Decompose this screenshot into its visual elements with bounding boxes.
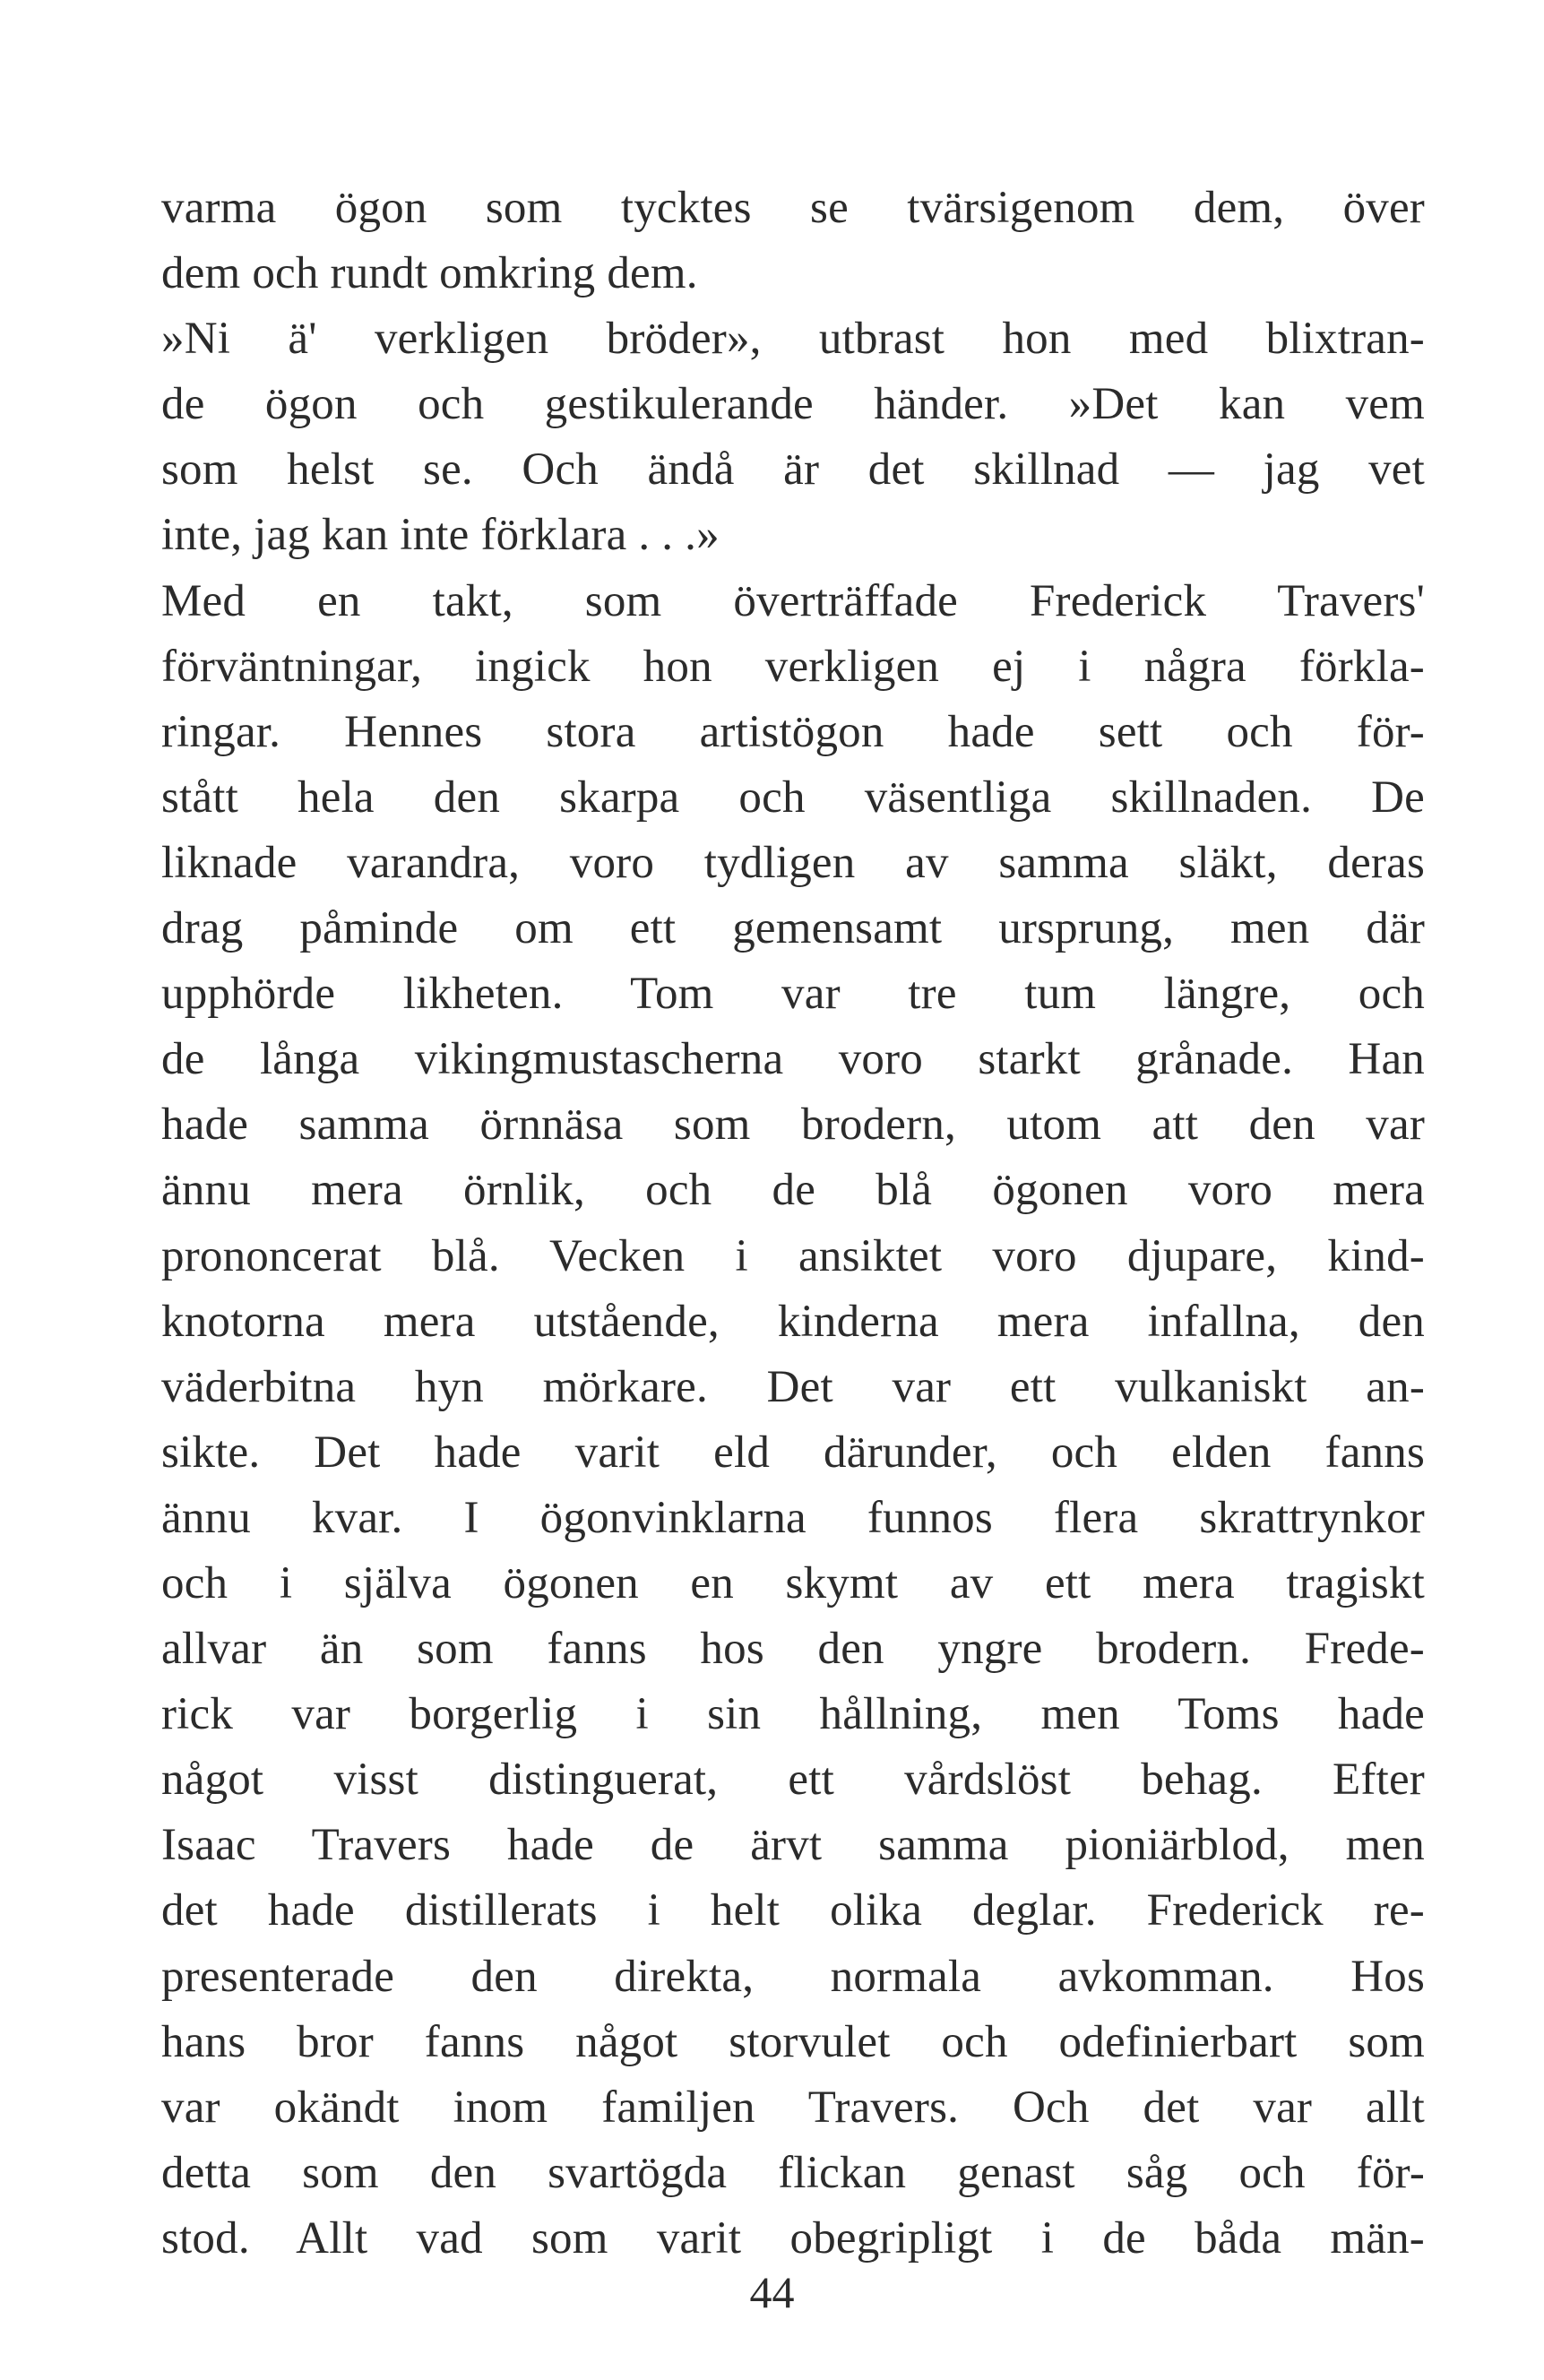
text-line: hade samma örnnäsa som brodern, utom att den var (161, 1099, 1425, 1151)
text-line: de långa vikingmustascherna voro starkt grånade. Han (161, 1034, 1425, 1085)
body-text (161, 176, 1425, 2272)
page-number: 44 (749, 2267, 795, 2317)
text-line: upphörde likheten. Tom var tre tum längre, och (161, 969, 1425, 1020)
text-line: dem och rundt omkring dem. (161, 248, 698, 299)
text-line: allvar än som fanns hos den yngre brodern. Frede- (161, 1624, 1425, 1675)
text-line: liknade varandra, voro tydligen av samma släkt, deras (161, 837, 1425, 888)
text-line: det hade distillerats i helt olika deglar. Frederick re- (161, 1885, 1425, 1936)
text-line: de ögon och gestikulerande händer. »Det kan vem (161, 379, 1425, 430)
text-line: stod. Allt vad som varit obegripligt i de båda män- (161, 2212, 1425, 2264)
text-line: ännu mera örnlik, och de blå ögonen voro mera (161, 1165, 1425, 1216)
text-line: ringar. Hennes stora artistögon hade sett och för- (161, 706, 1425, 757)
text-line: »Ni ä' verkligen bröder», utbrast hon med blixtran- (161, 314, 1425, 365)
text-line: prononcerat blå. Vecken i ansiktet voro djupare, kind- (161, 1230, 1425, 1281)
text-line: varma ögon som tycktes se tvärsigenom dem, över (161, 183, 1425, 233)
text-line: Isaac Travers hade de ärvt samma pioniärblod, men (161, 1820, 1425, 1871)
text-line: var okändt inom familjen Travers. Och det var allt (161, 2082, 1425, 2133)
text-line: ännu kvar. I ögonvinklarna funnos flera skrattrynkor (161, 1492, 1425, 1543)
text-line: något visst distinguerat, ett vårdslöst behag. Efter (161, 1755, 1425, 1806)
text-line: detta som den svartögda flickan genast såg och för- (161, 2147, 1425, 2198)
text-line: Med en takt, som överträffade Frederick Travers' (161, 575, 1425, 626)
text-line: stått hela den skarpa och väsentliga skillnaden. De (161, 772, 1425, 823)
text-line: presenterade den direkta, normala avkomman. Hos (161, 1951, 1425, 2002)
text-line: knotorna mera utstående, kinderna mera infallna, den (161, 1296, 1425, 1347)
text-line: förväntningar, ingick hon verkligen ej i några förkla- (161, 641, 1425, 692)
text-line: hans bror fanns något storvulet och odefinierbart som (161, 2016, 1425, 2067)
text-line: sikte. Det hade varit eld därunder, och elden fanns (161, 1427, 1425, 1478)
text-line: rick var borgerlig i sin hållning, men Toms hade (161, 1689, 1425, 1740)
text-line: drag påminde om ett gemensamt ursprung, men där (161, 903, 1425, 954)
text-line: och i själva ögonen en skymt av ett mera tragiskt (161, 1557, 1425, 1608)
text-line: väderbitna hyn mörkare. Det var ett vulkaniskt an- (161, 1361, 1425, 1412)
text-line: inte, jag kan inte förklara . . .» (161, 510, 720, 561)
text-line: som helst se. Och ändå är det skillnad — jag vet (161, 444, 1425, 496)
